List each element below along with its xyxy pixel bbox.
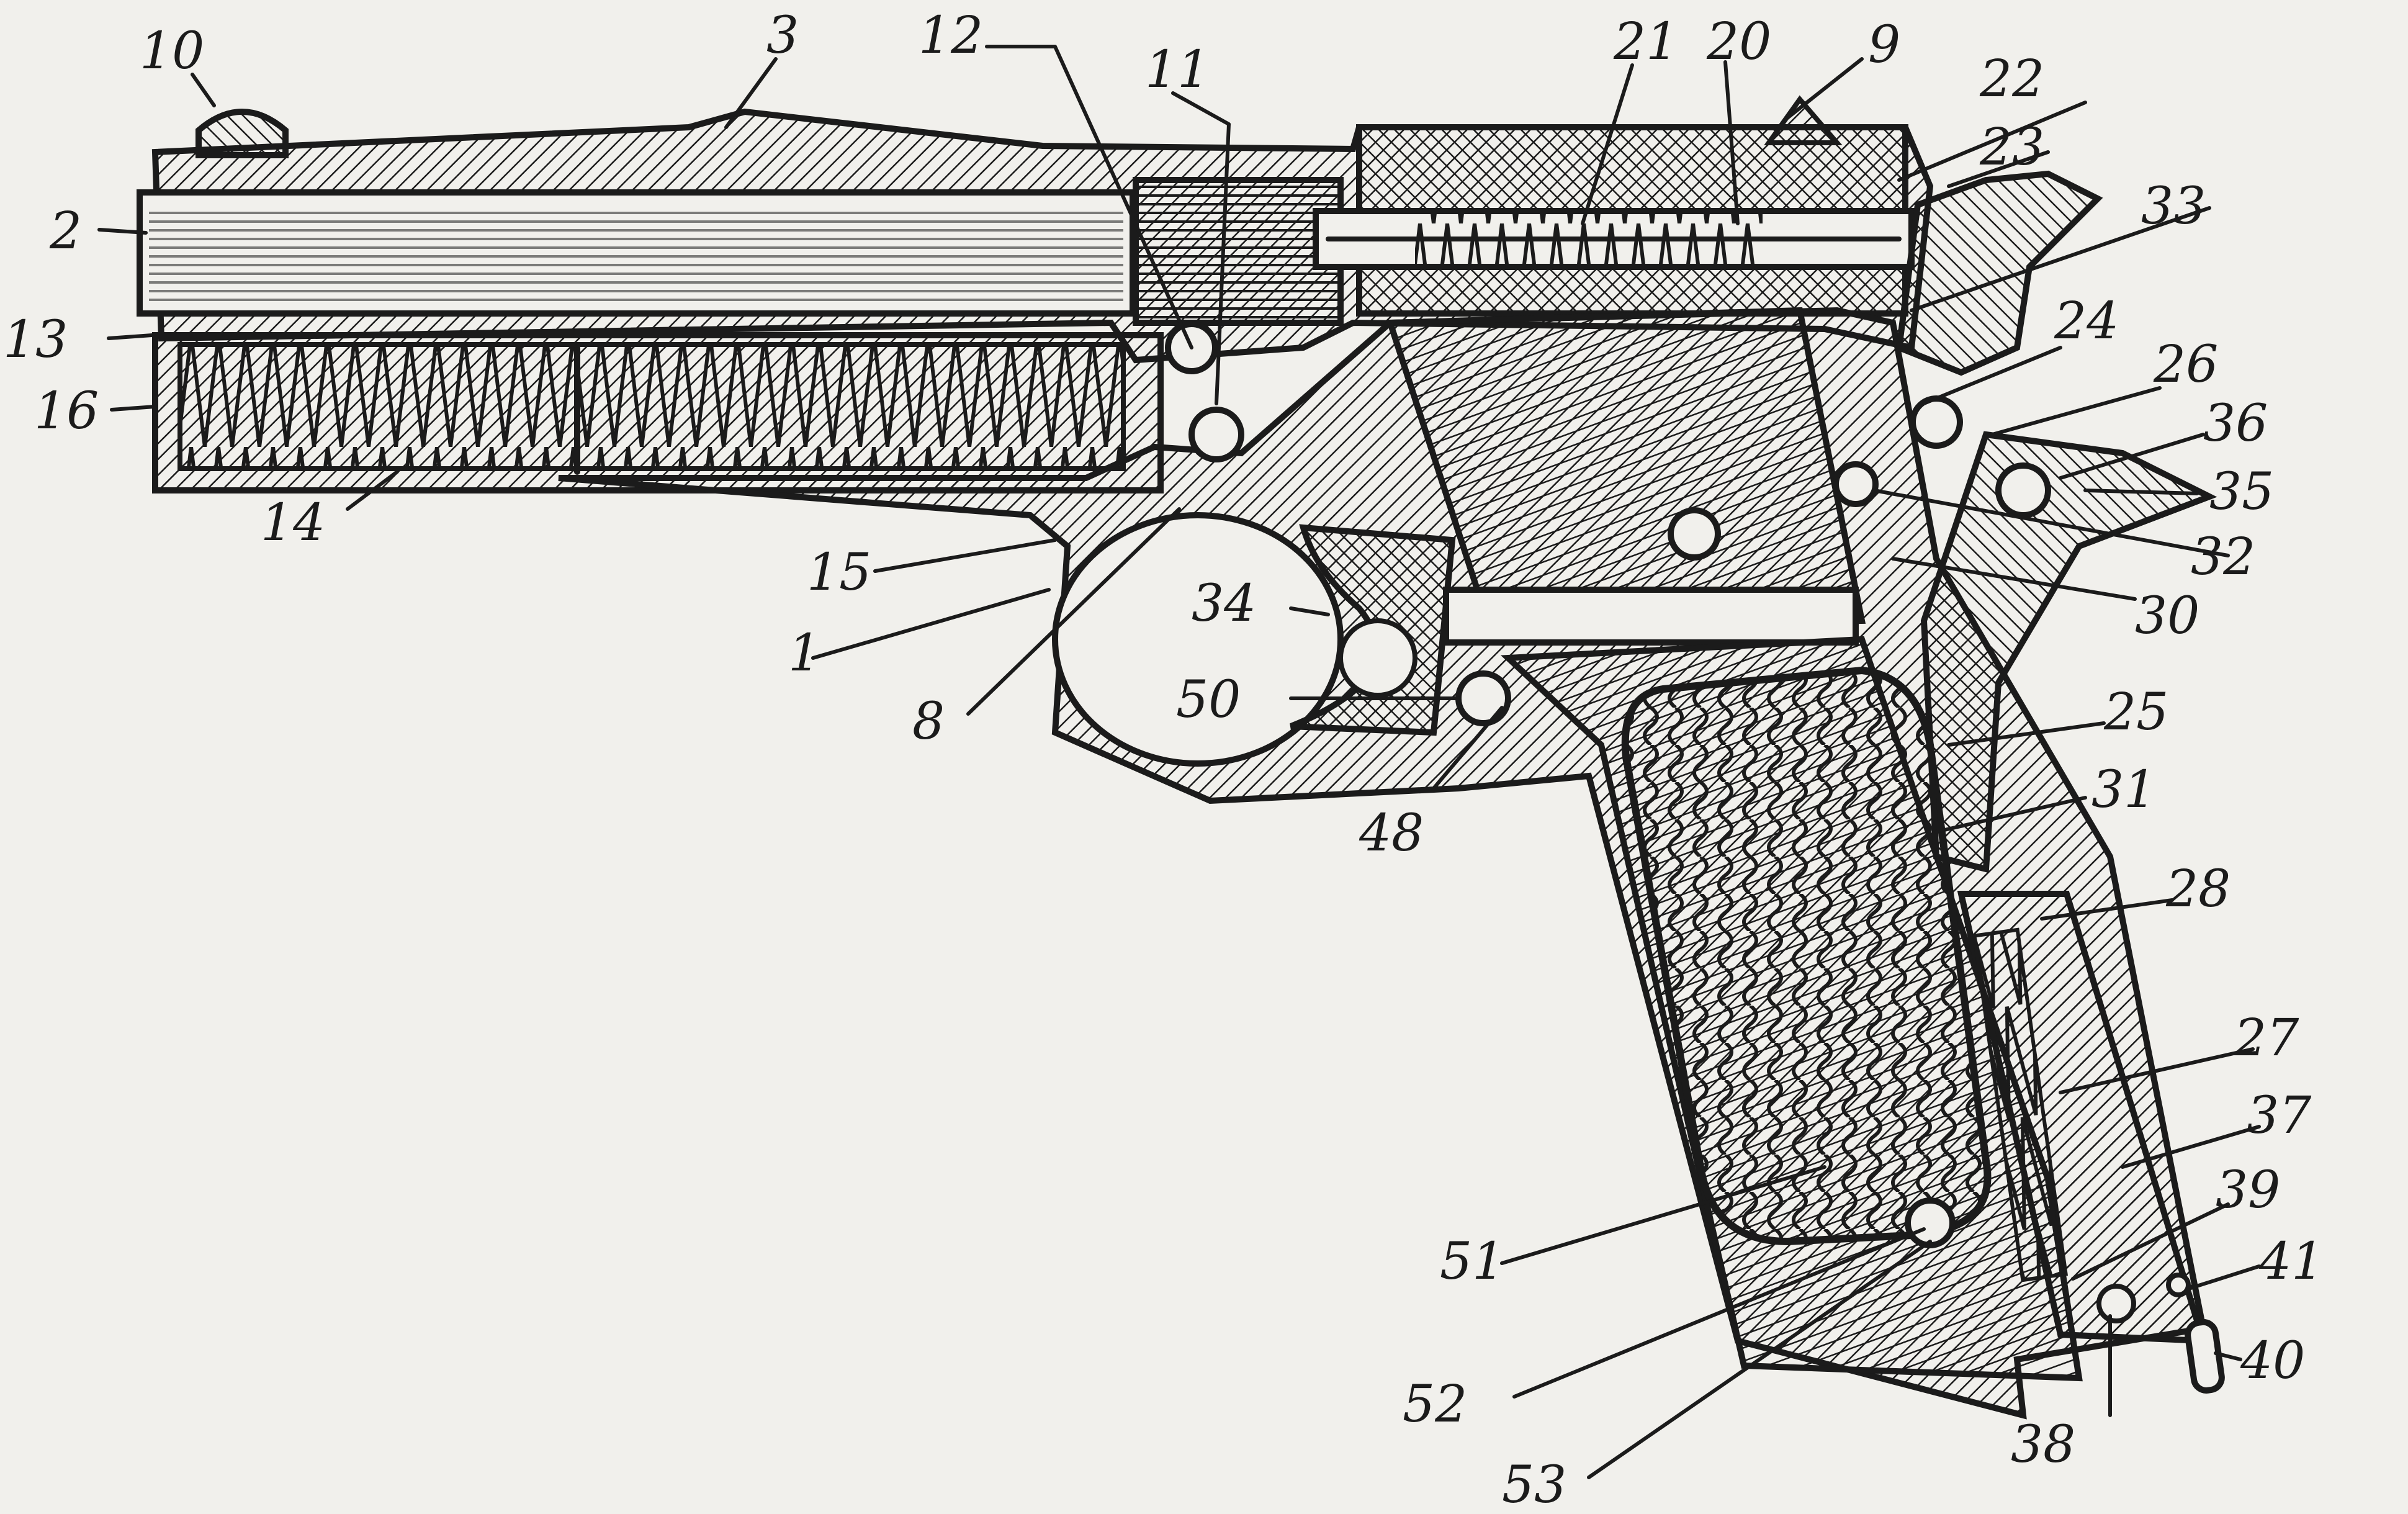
label-2: 2	[50, 202, 83, 261]
label-3: 3	[766, 6, 799, 65]
label-52: 52	[1403, 1375, 1468, 1434]
label-33: 33	[2141, 177, 2206, 236]
label-32: 32	[2191, 528, 2256, 587]
label-41: 41	[2259, 1232, 2324, 1291]
magazine-catch	[1458, 674, 1508, 723]
label-16: 16	[34, 382, 99, 441]
label-37: 37	[2247, 1086, 2312, 1145]
recoil-spring	[180, 345, 1123, 469]
sear-pin	[1836, 464, 1876, 504]
label-20: 20	[1707, 12, 1772, 71]
grip-screw-upper	[1671, 510, 1718, 557]
label-11: 11	[1145, 40, 1210, 99]
grip-screw-lower	[1908, 1201, 1952, 1245]
housing-pin	[2099, 1286, 2134, 1321]
label-31: 31	[2091, 760, 2157, 819]
label-25: 25	[2104, 683, 2169, 742]
label-30: 30	[2135, 587, 2200, 646]
label-8: 8	[912, 692, 945, 751]
label-38: 38	[2011, 1415, 2076, 1474]
label-48: 48	[1359, 804, 1424, 863]
label-9: 9	[1868, 16, 1901, 74]
trigger-bar	[1446, 590, 1856, 642]
label-50: 50	[1176, 670, 1241, 729]
label-22: 22	[1980, 50, 2045, 109]
label-35: 35	[2209, 462, 2275, 521]
label-12: 12	[919, 6, 984, 65]
hammer-pin	[1913, 399, 1960, 446]
label-23: 23	[1980, 118, 2045, 177]
label-21: 21	[1614, 12, 1679, 71]
label-53: 53	[1502, 1456, 1567, 1514]
lanyard-pin	[2168, 1275, 2188, 1295]
label-36: 36	[2203, 394, 2268, 453]
label-1: 1	[788, 624, 821, 683]
label-24: 24	[2054, 292, 2119, 351]
front-sight	[199, 112, 285, 155]
label-15: 15	[807, 543, 872, 602]
label-40: 40	[2240, 1332, 2306, 1390]
lanyard-loop	[2186, 1320, 2224, 1392]
label-39: 39	[2216, 1161, 2281, 1220]
label-14: 14	[261, 493, 326, 552]
slide-stop-pin	[1192, 410, 1241, 459]
safety-pin	[1998, 466, 2048, 515]
label-28: 28	[2166, 860, 2231, 919]
label-26: 26	[2154, 335, 2219, 394]
pistol-drawing	[140, 99, 2223, 1415]
barrel-chamber	[1136, 180, 1341, 323]
label-10: 10	[140, 22, 205, 81]
label-27: 27	[2234, 1009, 2299, 1068]
label-34: 34	[1192, 574, 1257, 633]
label-13: 13	[3, 310, 68, 369]
label-51: 51	[1440, 1232, 1505, 1291]
